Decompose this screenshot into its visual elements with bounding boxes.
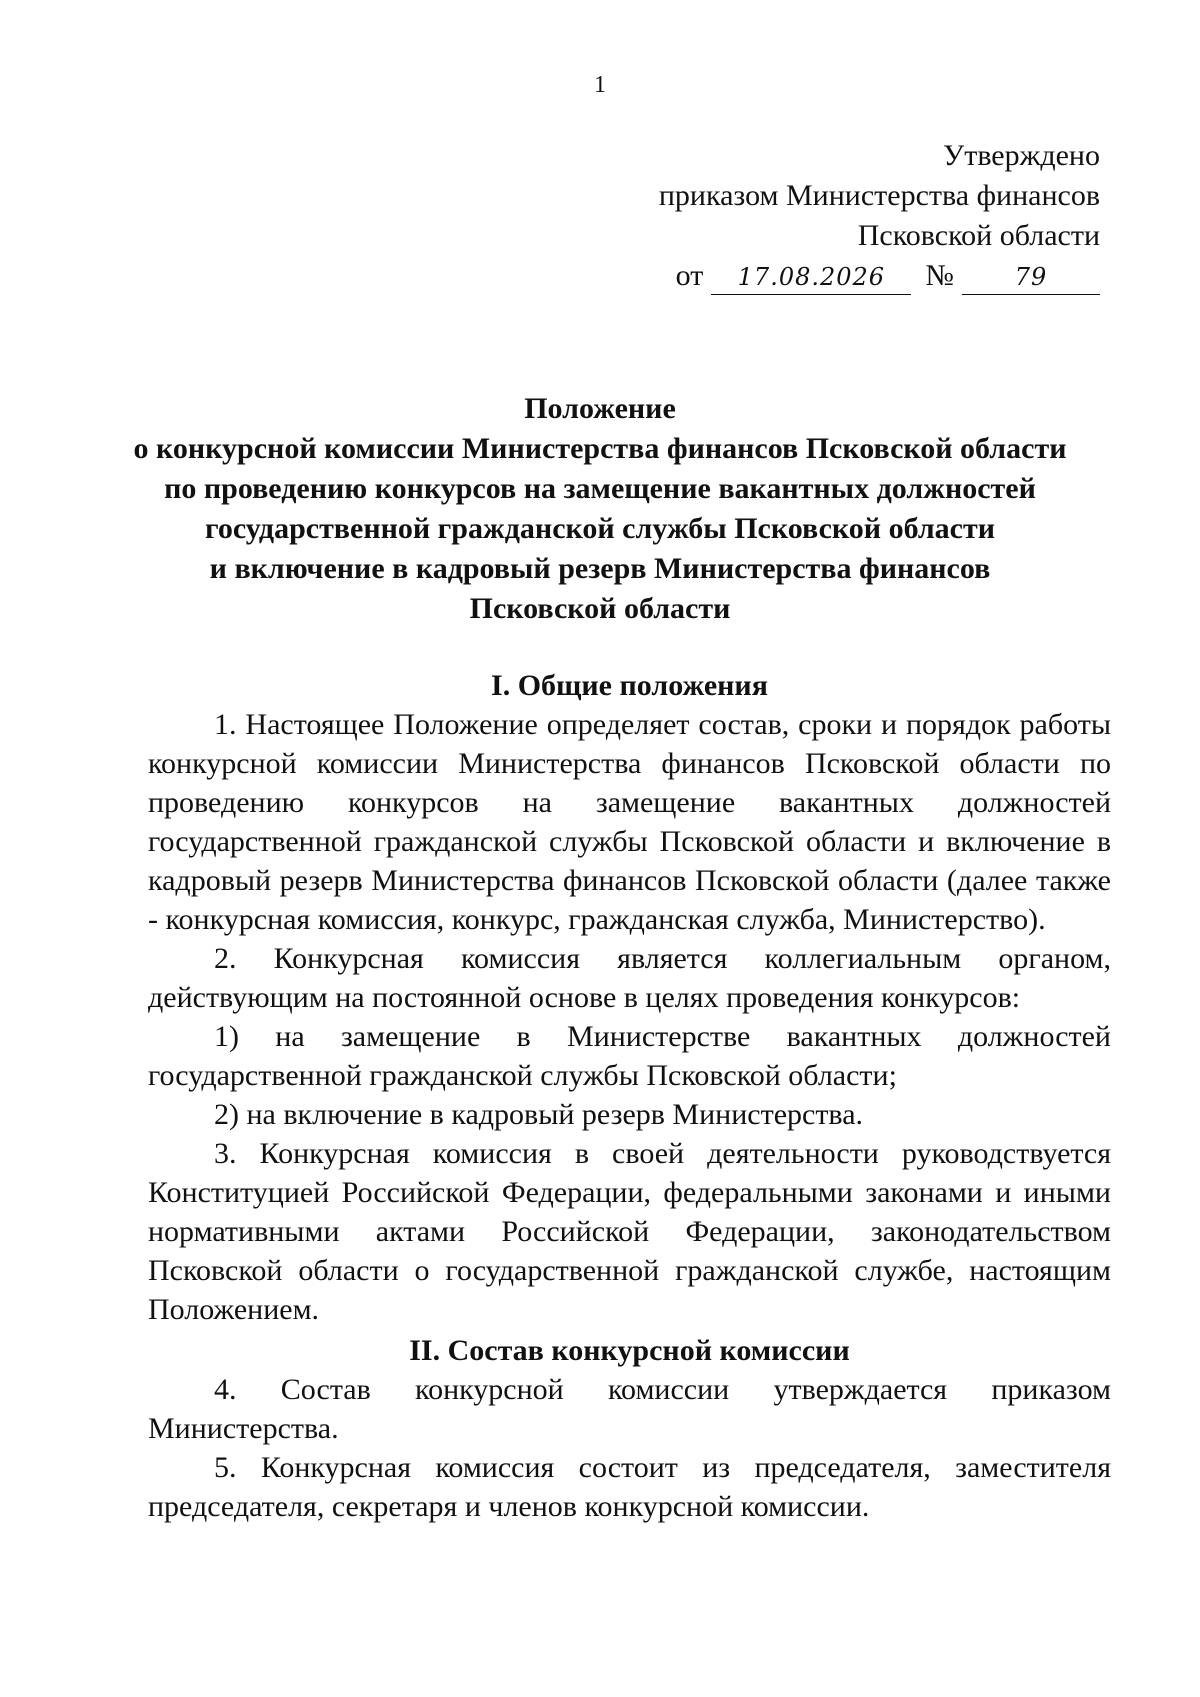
paragraph-4: 4. Состав конкурсной комиссии утверждается приказом Министерства. — [148, 1373, 1111, 1445]
section-1-heading: I. Общие положения — [491, 669, 768, 702]
title-line-3: по проведению конкурсов на замещение вакантных должностей — [164, 472, 1036, 505]
document-title — [130, 389, 1070, 629]
handwritten-order-number: 79 — [962, 260, 1100, 295]
paragraph-5: 5. Конкурсная комиссия состоит из председателя, заместителя председателя, секретаря и членов конкурсной комиссии. — [148, 1451, 1111, 1523]
paragraph-1: 1. Настоящее Положение определяет состав, сроки и порядок работы конкурсной комиссии Министерства финансов Псковской области по проведению конкурсов на замещение вакантных должностей государственной гражданской службы Псковской области и включение в кадровый резерв Министерства финансов Псковской области (далее также - конкурсная комиссия, конкурс, гражданская служба, Министерство). — [148, 708, 1111, 936]
page-number: 1 — [594, 72, 606, 98]
title-line-5: и включение в кадровый резерв Министерства финансов — [209, 552, 991, 585]
number-prefix: № — [925, 259, 954, 292]
handwritten-date: 17.08.2026 — [711, 260, 911, 295]
paragraph-3: 3. Конкурсная комиссия в своей деятельности руководствуется Конституцией Российской Федерации, федеральными законами и иными нормативными актами Российской Федерации, законодательством Псковской области о государственной гражданской службе, настоящим Положением. — [148, 1137, 1111, 1326]
approval-order-line: приказом Министерства финансов — [658, 179, 1100, 212]
approval-region-line: Псковской области — [857, 219, 1100, 252]
approval-stamp-block — [659, 136, 1100, 296]
document-body — [148, 666, 1111, 1526]
title-line-1: Положение — [524, 392, 676, 425]
date-prefix: от — [675, 259, 704, 292]
title-line-4: государственной гражданской службы Псковской области — [204, 512, 995, 545]
paragraph-2-item-1: 1) на замещение в Министерстве вакантных должностей государственной гражданской службы Псковской области; — [148, 1020, 1111, 1092]
paragraph-2-item-2: 2) на включение в кадровый резерв Министерства. — [214, 1098, 864, 1131]
section-2-heading: II. Состав конкурсной комиссии — [409, 1334, 850, 1367]
paragraph-2: 2. Конкурсная комиссия является коллегиальным органом, действующим на постоянной основе в целях проведения конкурсов: — [148, 942, 1111, 1014]
approval-date-number-line — [659, 256, 1100, 296]
title-line-2: о конкурсной комиссии Министерства финансов Псковской области — [133, 432, 1067, 465]
title-line-6: Псковской области — [469, 592, 731, 625]
approval-heading: Утверждено — [942, 139, 1100, 172]
